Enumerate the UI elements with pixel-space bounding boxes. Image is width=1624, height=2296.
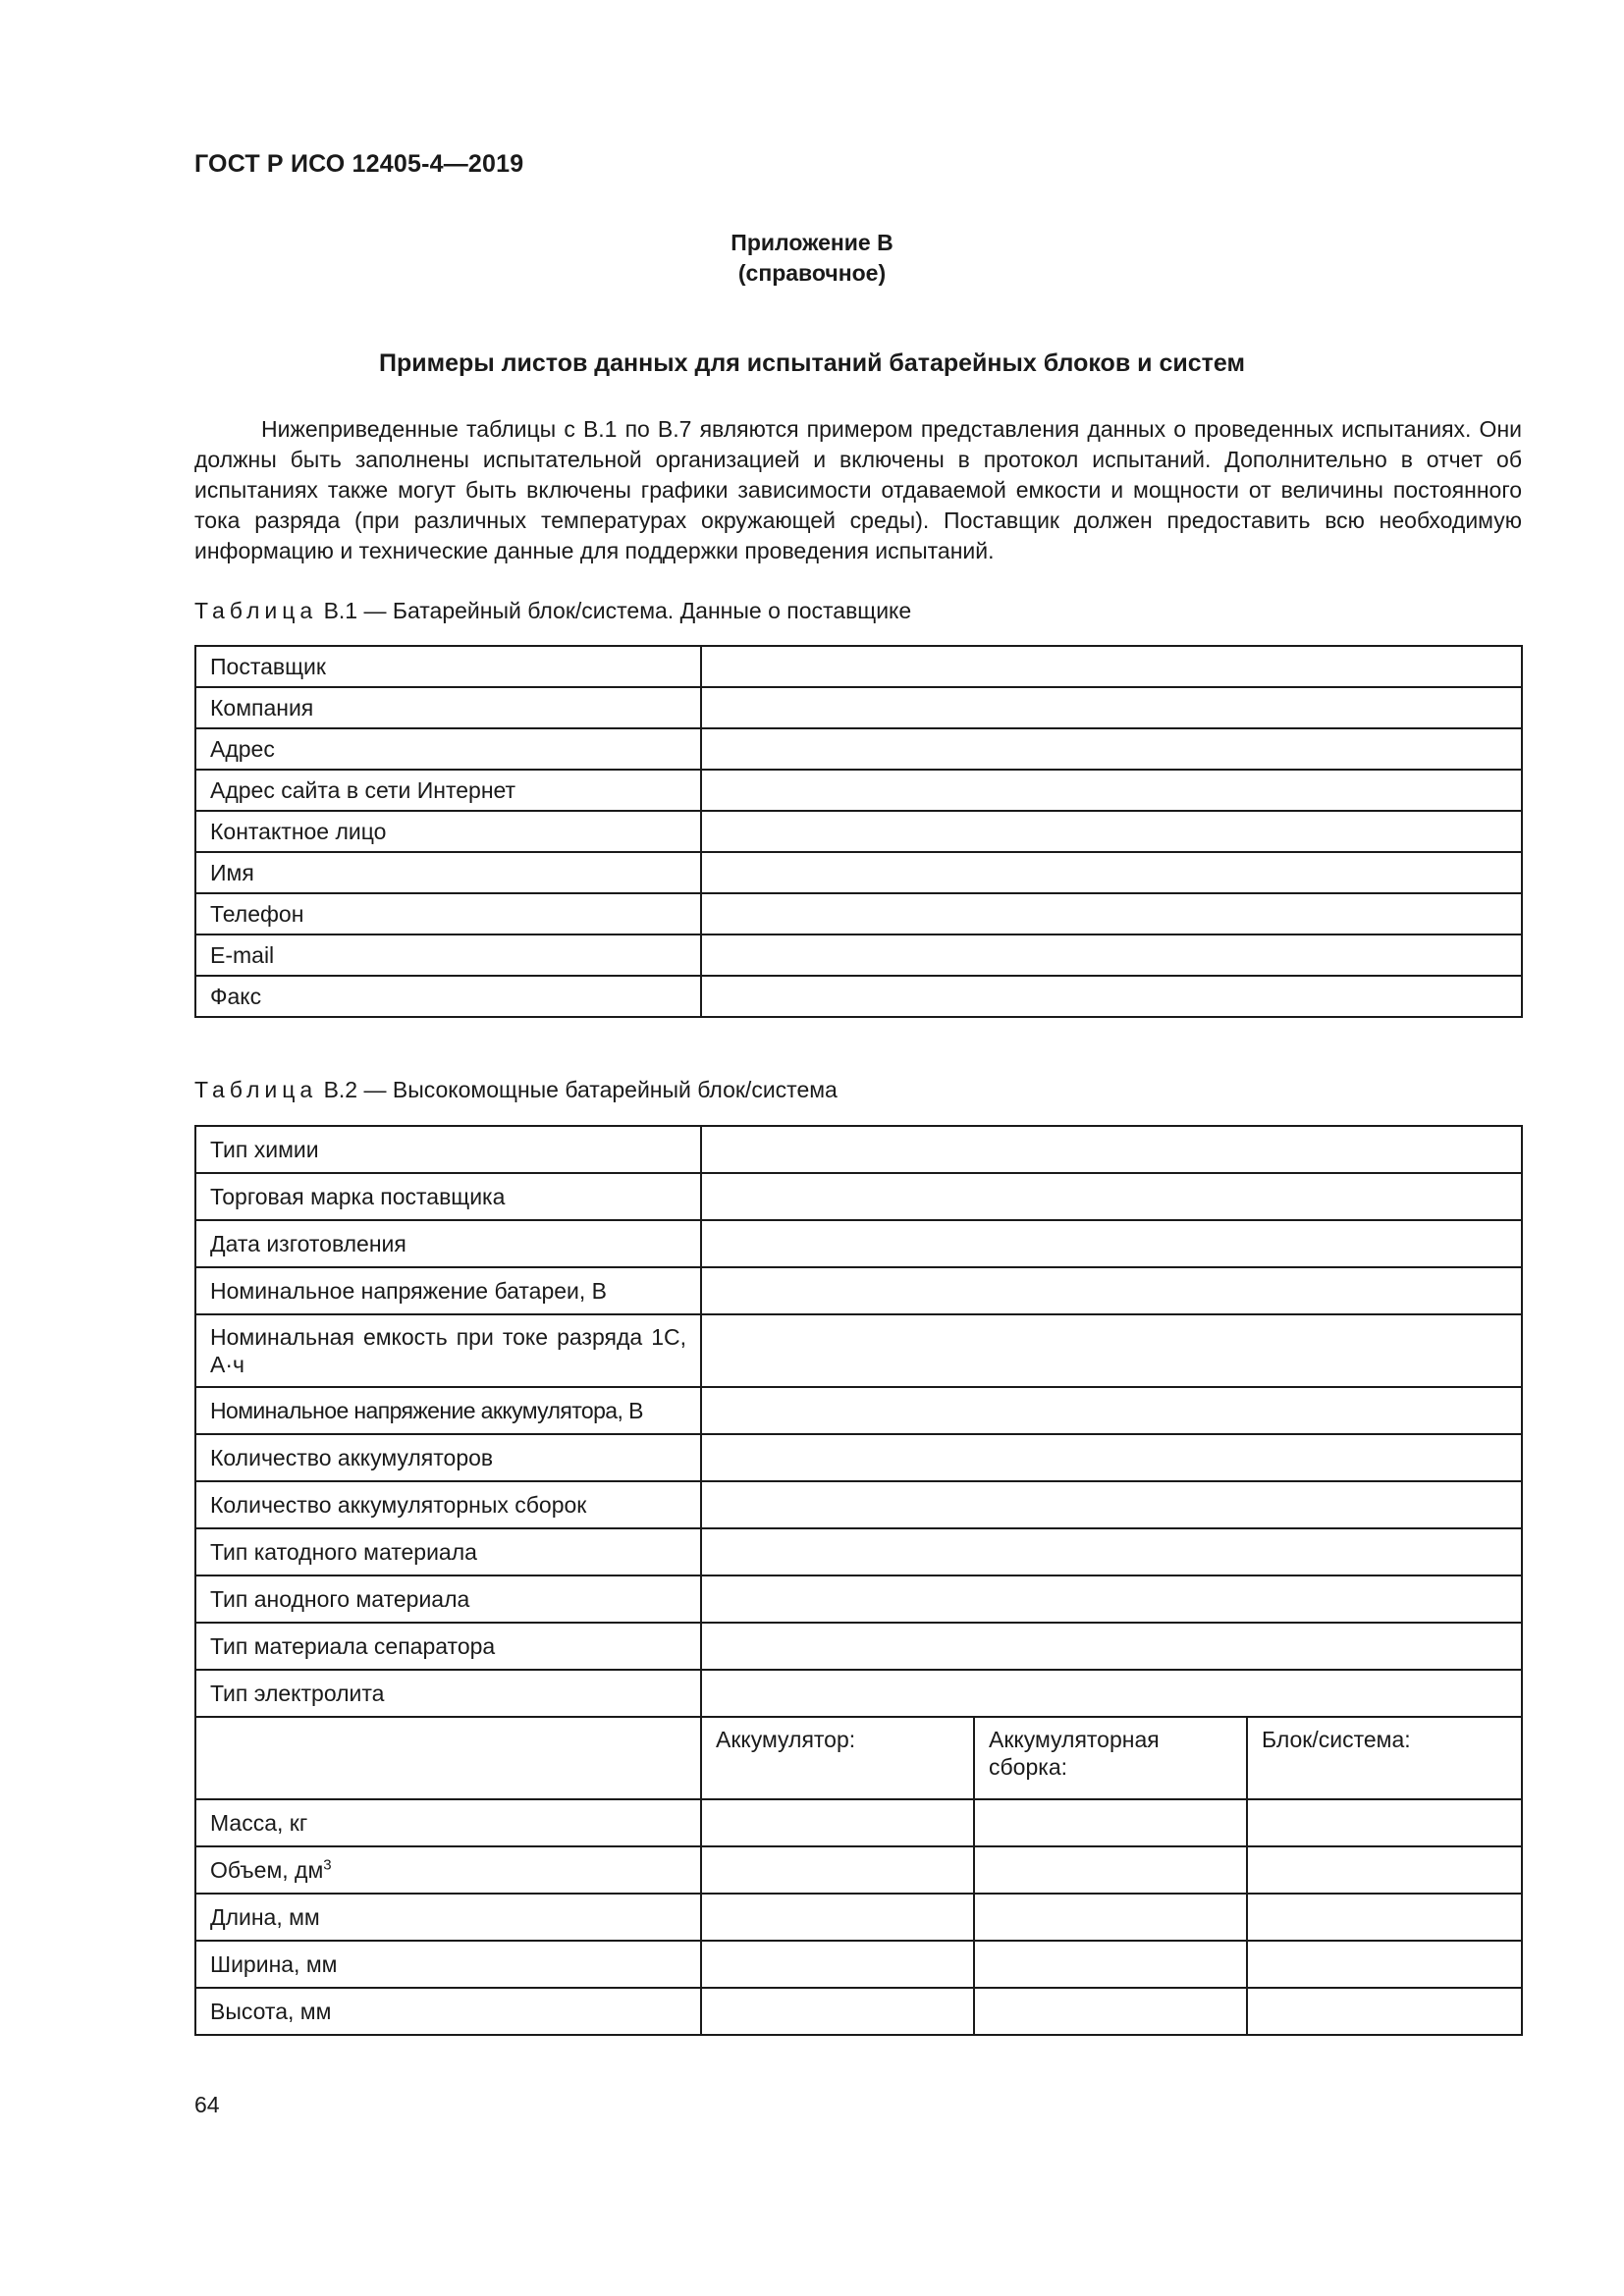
value-cell[interactable] <box>701 1988 974 2035</box>
table-row <box>195 646 1522 687</box>
table2-caption <box>194 1077 838 1103</box>
value-cell[interactable] <box>974 1988 1247 2035</box>
table-row <box>195 852 1522 893</box>
value-cell[interactable] <box>701 1434 1522 1481</box>
value-cell[interactable] <box>701 934 1522 976</box>
value-cell[interactable] <box>974 1941 1247 1988</box>
table-row <box>195 1623 1522 1670</box>
page-number: 64 <box>194 2092 220 2117</box>
annex-heading <box>0 228 1624 289</box>
row-label: Факс <box>195 976 701 1017</box>
value-cell[interactable] <box>701 1670 1522 1717</box>
value-cell[interactable] <box>701 770 1522 811</box>
value-cell[interactable] <box>701 646 1522 687</box>
row-label: Адрес <box>195 728 701 770</box>
table-row <box>195 1528 1522 1575</box>
battery-specs-table <box>194 1125 1523 2036</box>
empty-header-cell <box>195 1717 701 1799</box>
table-row <box>195 1220 1522 1267</box>
value-cell[interactable] <box>1247 1941 1522 1988</box>
table-subheader-row <box>195 1717 1522 1799</box>
table1-caption-prefix: Таблица <box>194 598 318 623</box>
row-label: Номинальное напряжение аккумулятора, В <box>195 1387 701 1434</box>
value-cell[interactable] <box>701 1387 1522 1434</box>
volume-exponent: 3 <box>323 1856 332 1874</box>
subheader-cell: Аккумулятор: <box>701 1717 974 1799</box>
value-cell[interactable] <box>701 852 1522 893</box>
value-cell[interactable] <box>1247 1894 1522 1941</box>
table-row <box>195 1988 1522 2035</box>
intro-paragraph: Нижеприведенные таблицы с В.1 по В.7 являются примером представления данных о проведенных испытаниях. Они должны быть заполнены испытательной организацией и включены в протокол испытаний. Дополнительно в отчет об испытаниях также могут быть включены графики зависимости отдаваемой емкости и мощности от величины постоянного тока разряда (при различных температурах окружающей среды). Поставщик должен предоставить всю необходимую информацию и технические данные для поддержки проведения испытаний. <box>194 416 1522 563</box>
value-cell[interactable] <box>701 1846 974 1894</box>
table-row <box>195 1799 1522 1846</box>
document-code: ГОСТ Р ИСО 12405-4—2019 <box>194 150 524 178</box>
supplier-data-table <box>194 645 1523 1018</box>
table-row <box>195 1126 1522 1173</box>
value-cell[interactable] <box>701 1575 1522 1623</box>
value-cell[interactable] <box>701 1623 1522 1670</box>
row-label <box>195 1846 701 1894</box>
value-cell[interactable] <box>974 1894 1247 1941</box>
value-cell[interactable] <box>701 1894 974 1941</box>
row-label: Адрес сайта в сети Интернет <box>195 770 701 811</box>
row-label: Тип электролита <box>195 1670 701 1717</box>
value-cell[interactable] <box>701 811 1522 852</box>
annex-label: Приложение В <box>731 230 893 255</box>
value-cell[interactable] <box>1247 1799 1522 1846</box>
value-cell[interactable] <box>974 1846 1247 1894</box>
row-label: Масса, кг <box>195 1799 701 1846</box>
value-cell[interactable] <box>701 687 1522 728</box>
value-cell[interactable] <box>701 1528 1522 1575</box>
value-cell[interactable] <box>701 1220 1522 1267</box>
row-label: Длина, мм <box>195 1894 701 1941</box>
table-row <box>195 728 1522 770</box>
table-row <box>195 1846 1522 1894</box>
table-row <box>195 976 1522 1017</box>
value-cell[interactable] <box>701 728 1522 770</box>
table-row <box>195 934 1522 976</box>
value-cell[interactable] <box>701 1314 1522 1387</box>
value-cell[interactable] <box>701 1126 1522 1173</box>
row-label: Тип катодного материала <box>195 1528 701 1575</box>
row-label: Высота, мм <box>195 1988 701 2035</box>
table1-caption <box>194 598 911 624</box>
value-cell[interactable] <box>1247 1846 1522 1894</box>
row-label: Количество аккумуляторных сборок <box>195 1481 701 1528</box>
value-cell[interactable] <box>701 1481 1522 1528</box>
table-row <box>195 1387 1522 1434</box>
row-label: Имя <box>195 852 701 893</box>
table1-caption-text: В.1 — Батарейный блок/система. Данные о поставщике <box>323 598 912 623</box>
row-label: Торговая марка поставщика <box>195 1173 701 1220</box>
table-row <box>195 1314 1522 1387</box>
table-row <box>195 1434 1522 1481</box>
row-label: Поставщик <box>195 646 701 687</box>
value-cell[interactable] <box>701 893 1522 934</box>
table-row <box>195 1481 1522 1528</box>
row-label: Компания <box>195 687 701 728</box>
value-cell[interactable] <box>701 976 1522 1017</box>
table-row <box>195 1941 1522 1988</box>
table-row <box>195 893 1522 934</box>
table2-caption-text: В.2 — Высокомощные батарейный блок/система <box>323 1077 838 1102</box>
table-row <box>195 811 1522 852</box>
row-label: Тип материала сепаратора <box>195 1623 701 1670</box>
value-cell[interactable] <box>974 1799 1247 1846</box>
table-row <box>195 1670 1522 1717</box>
table-row <box>195 770 1522 811</box>
volume-label: Объем, дм <box>210 1857 324 1883</box>
subheader-cell: Блок/система: <box>1247 1717 1522 1799</box>
row-label: Количество аккумуляторов <box>195 1434 701 1481</box>
row-label: Тип химии <box>195 1126 701 1173</box>
table-row <box>195 1575 1522 1623</box>
value-cell[interactable] <box>1247 1988 1522 2035</box>
value-cell[interactable] <box>701 1173 1522 1220</box>
value-cell[interactable] <box>701 1267 1522 1314</box>
annex-title: Примеры листов данных для испытаний батарейных блоков и систем <box>379 349 1245 377</box>
row-label: Ширина, мм <box>195 1941 701 1988</box>
value-cell[interactable] <box>701 1799 974 1846</box>
row-label: Тип анодного материала <box>195 1575 701 1623</box>
table2-caption-prefix: Таблица <box>194 1077 318 1102</box>
value-cell[interactable] <box>701 1941 974 1988</box>
table-row <box>195 1267 1522 1314</box>
row-label: Номинальное напряжение батареи, В <box>195 1267 701 1314</box>
row-label: Номинальная емкость при токе разряда 1C, А·ч <box>195 1314 701 1387</box>
row-label: E-mail <box>195 934 701 976</box>
row-label: Контактное лицо <box>195 811 701 852</box>
subheader-cell: Аккумуляторная сборка: <box>974 1717 1247 1799</box>
table-row <box>195 687 1522 728</box>
table-row <box>195 1894 1522 1941</box>
row-label: Телефон <box>195 893 701 934</box>
row-label: Дата изготовления <box>195 1220 701 1267</box>
table-row <box>195 1173 1522 1220</box>
annex-type: (справочное) <box>737 260 887 286</box>
